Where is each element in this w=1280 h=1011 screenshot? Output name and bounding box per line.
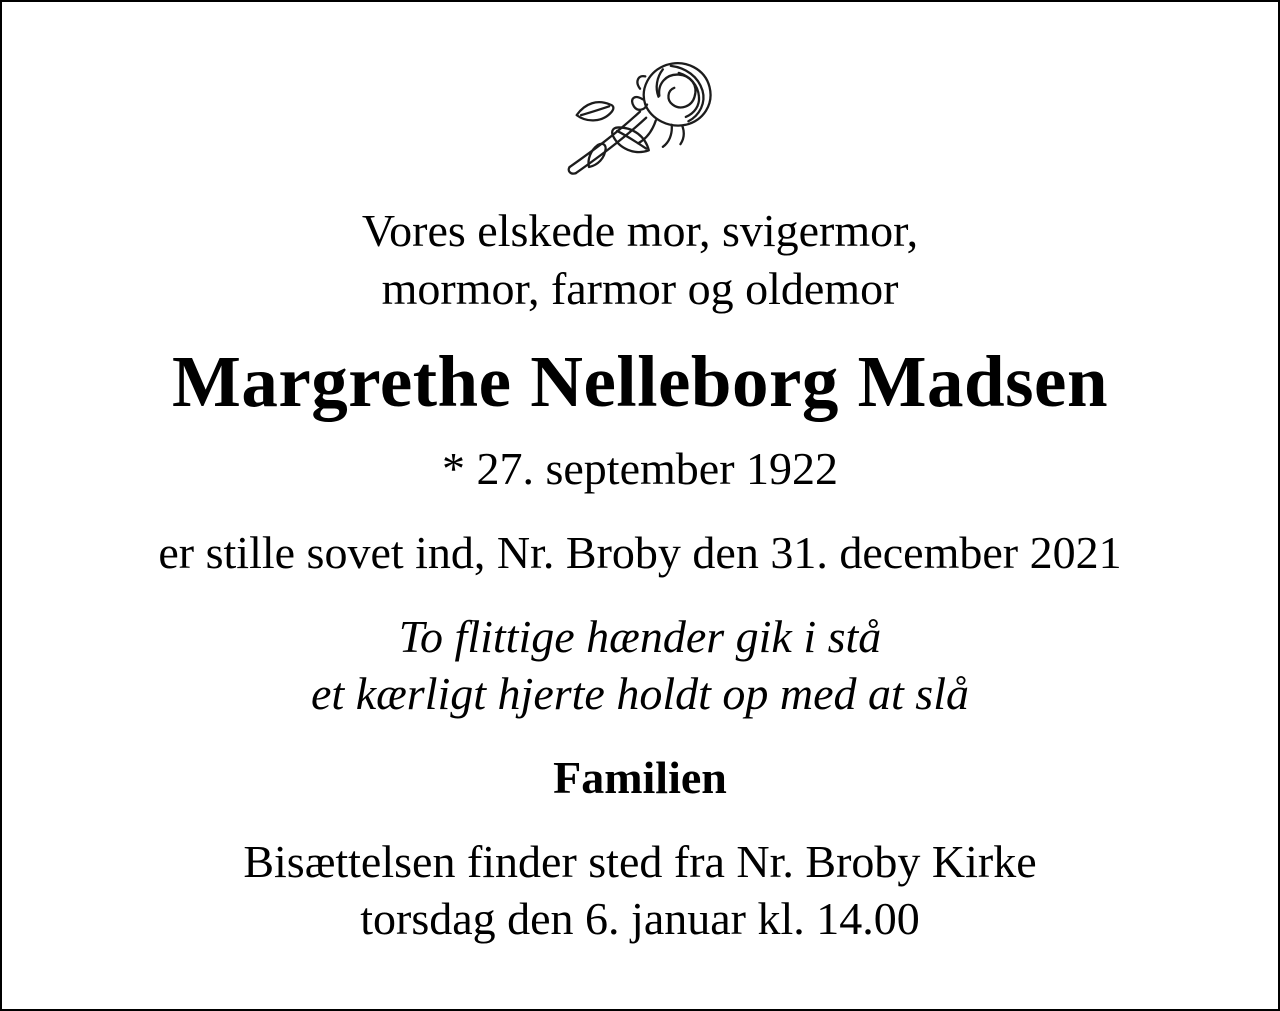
rose-icon-drawing (551, 50, 729, 182)
intro-text (2, 202, 1278, 318)
death-statement-line: er stille sovet ind, Nr. Broby den 31. december 2021 (158, 527, 1122, 578)
verse-line-2: et kærligt hjerte holdt op med at slå (311, 668, 969, 719)
intro-line-1: Vores elskede mor, svigermor, (361, 205, 919, 256)
deceased-name: Margrethe Nelleborg Madsen (171, 341, 1109, 422)
ceremony-info (2, 833, 1278, 947)
birth-date-line: * 27. september 1922 (441, 443, 839, 494)
ceremony-line-2: torsdag den 6. januar kl. 14.00 (360, 893, 920, 944)
ceremony-line-1: Bisættelsen finder sted fra Nr. Broby Kirke (243, 836, 1037, 887)
rose-icon (2, 50, 1278, 182)
memorial-verse (2, 608, 1278, 722)
verse-line-1: To flittige hænder gik i stå (398, 611, 882, 662)
intro-line-2: mormor, farmor og oldemor (381, 263, 899, 314)
signature-familien: Familien (553, 752, 727, 803)
